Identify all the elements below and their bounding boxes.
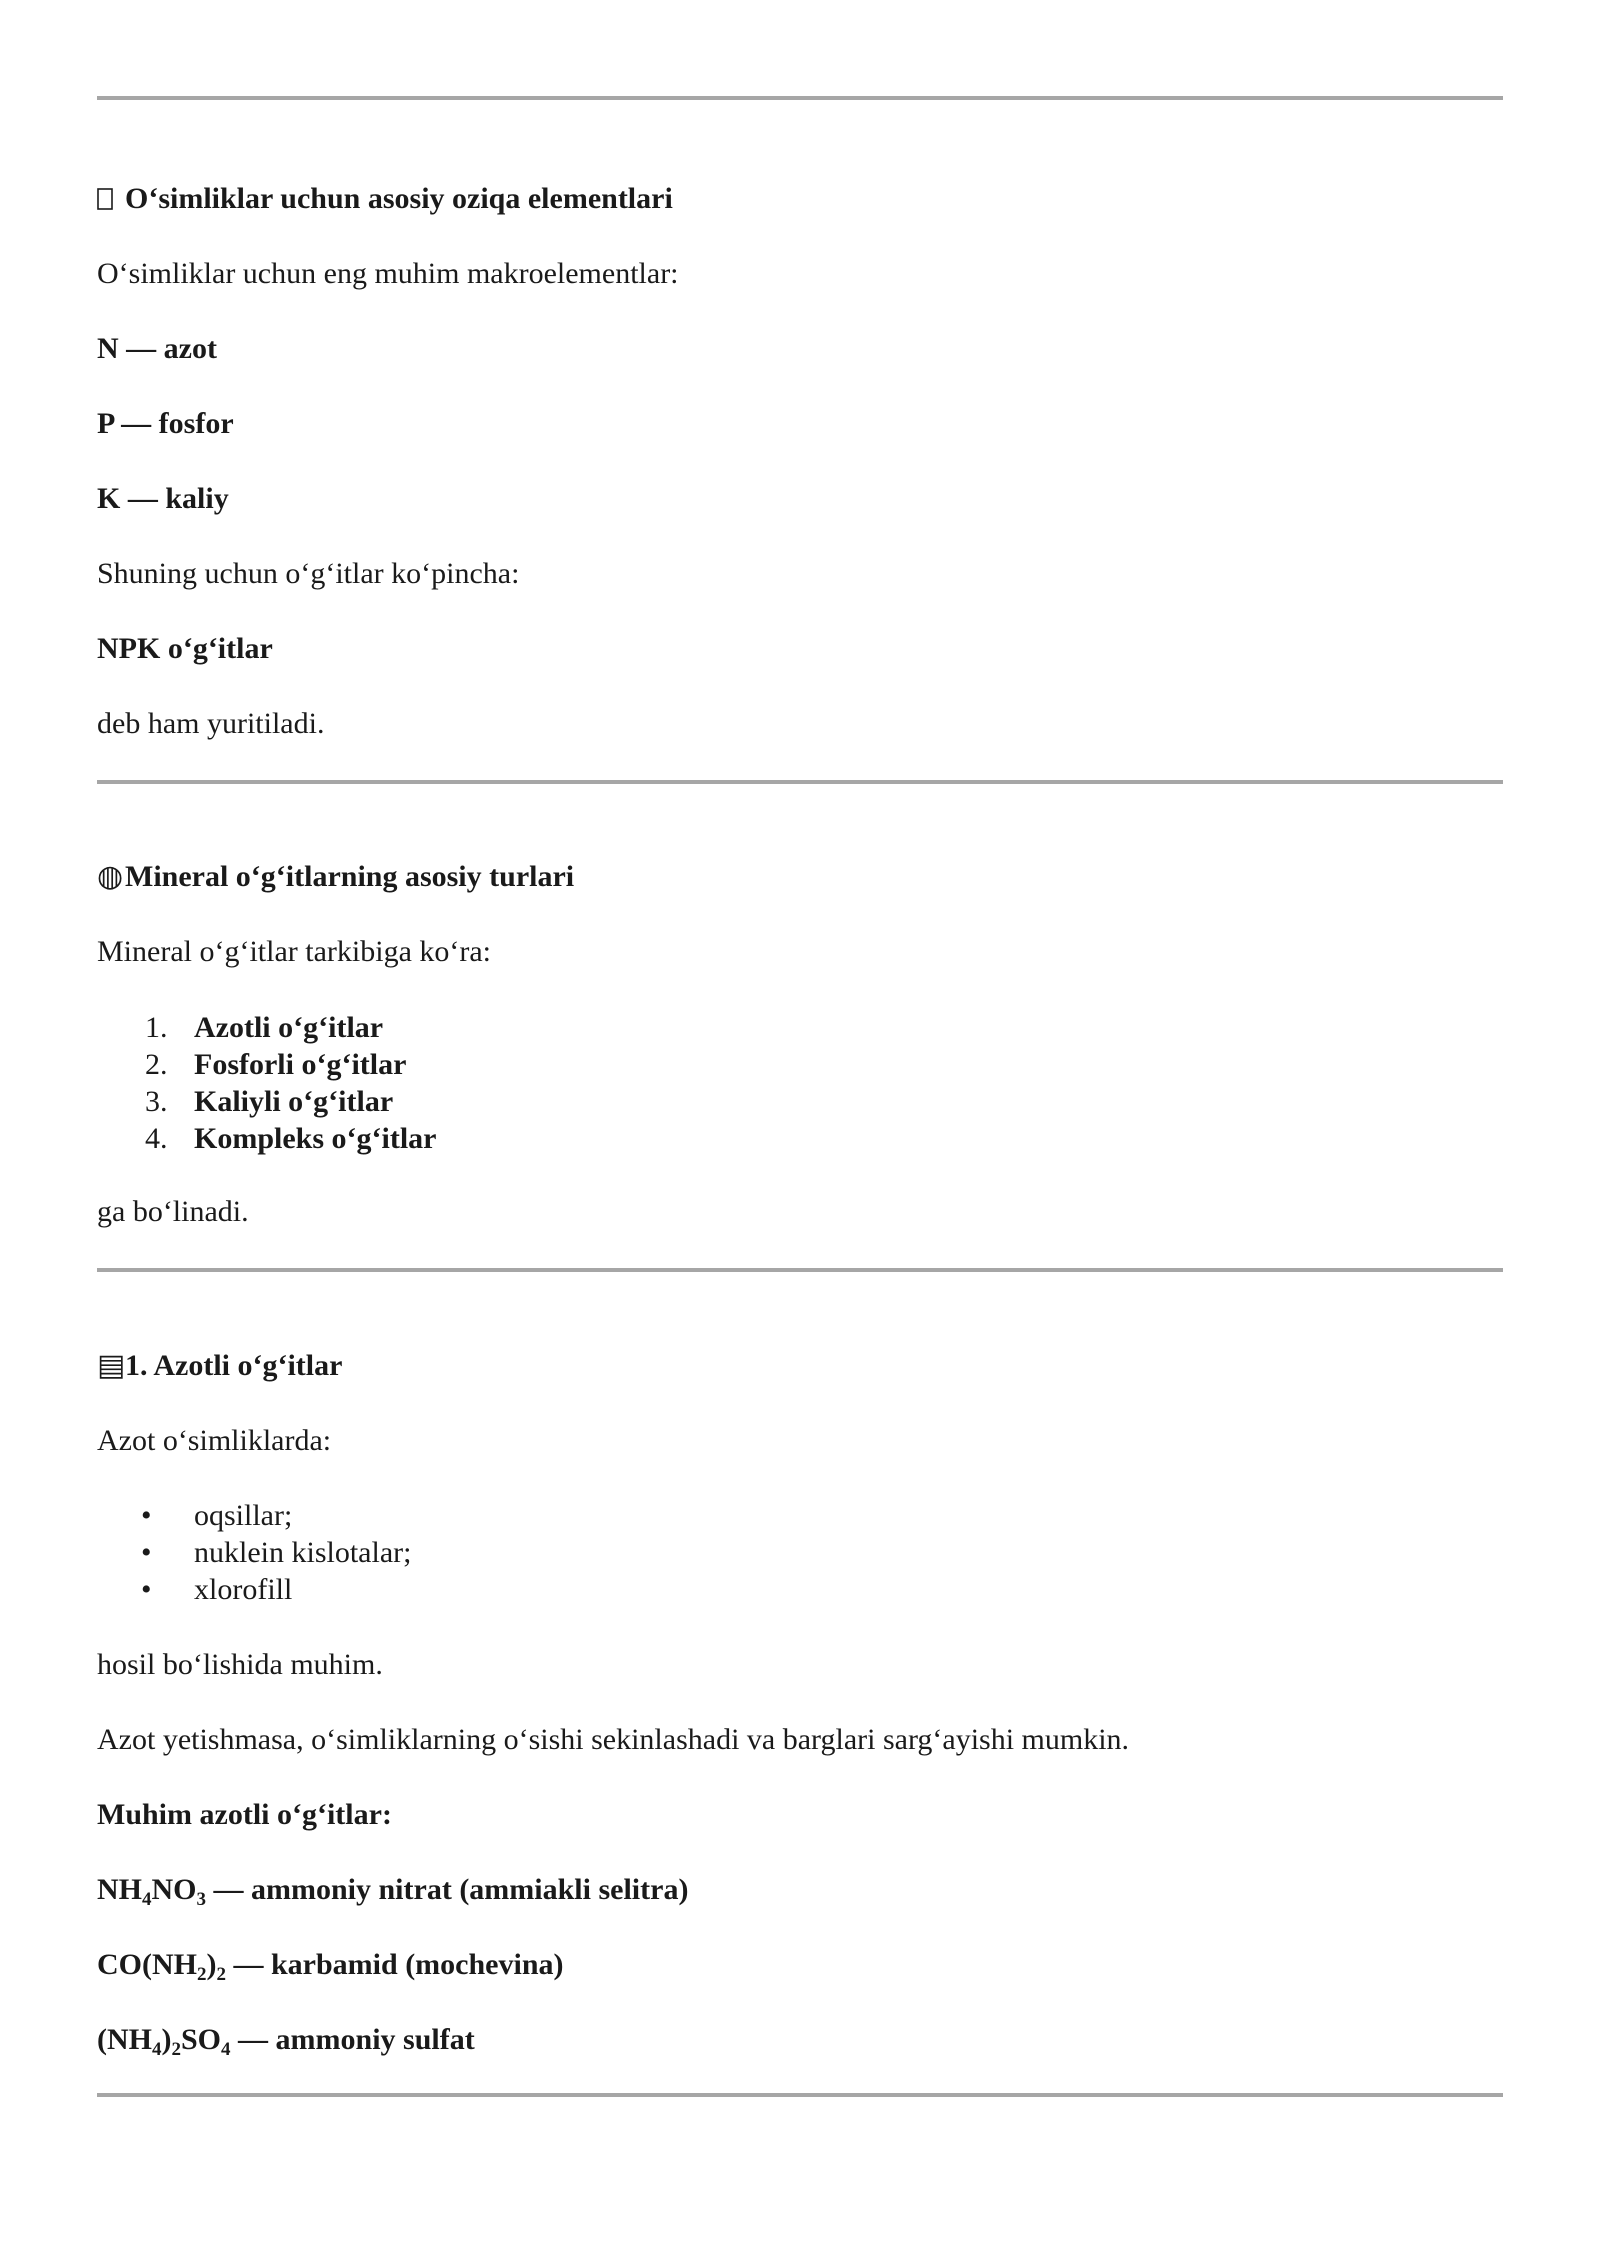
section-heading-nutrients: O‘simliklar uchun asosiy oziqa elementlari [97, 180, 673, 217]
horizontal-rule [97, 96, 1503, 100]
list-item: 4. Kompleks o‘g‘itlar [145, 1122, 437, 1155]
section-heading-nitrogen: ▤1. Azotli o‘g‘itlar [97, 1349, 343, 1382]
fertilizer-types-list [97, 1009, 436, 1157]
nitrogen-roles-list [97, 1497, 411, 1608]
paragraph-outro: ga bo‘linadi. [97, 1195, 249, 1228]
fertilizers-heading: Muhim azotli o‘g‘itlar: [97, 1798, 392, 1831]
paragraph-intro: Mineral o‘g‘itlar tarkibiga ko‘ra: [97, 935, 492, 968]
element-phosphorus: P — fosfor [97, 407, 234, 440]
section-heading-types: ◍Mineral o‘g‘itlarning asosiy turlari [97, 860, 575, 893]
fertilizer-urea: $CO(NH_2)_2$ — karbamid (mochevina) [97, 1948, 564, 1985]
horizontal-rule [97, 1268, 1503, 1272]
list-item: • nuklein kislotalar; [141, 1536, 412, 1569]
paragraph-intro: Azot o‘simliklarda: [97, 1424, 332, 1457]
list-item: • xlorofill [141, 1573, 293, 1606]
paragraph-outro: deb ham yuritiladi. [97, 707, 325, 740]
horizontal-rule [97, 780, 1503, 784]
bullet-icon: • [141, 1573, 152, 1606]
shaded-circle-icon: ◍ [97, 860, 124, 893]
list-item: 1. Azotli o‘g‘itlar [145, 1011, 384, 1044]
element-nitrogen: N — azot [97, 332, 217, 365]
paragraph-after-bullets: hosil bo‘lishida muhim. [97, 1648, 383, 1681]
bullet-icon: • [141, 1536, 152, 1569]
fertilizer-ammonium-sulfate: $(NH_4)_2SO_4$ — ammoniy sulfat [97, 2023, 475, 2060]
list-item: 2. Fosforli o‘g‘itlar [145, 1048, 407, 1081]
box-icon [97, 180, 125, 217]
list-item: • oqsillar; [141, 1499, 293, 1532]
fertilizer-ammonium-nitrate: $NH_4NO_3$ — ammoniy nitrat (ammiakli selitra) [97, 1873, 689, 1910]
element-potassium: K — kaliy [97, 482, 229, 515]
striped-square-icon: ▤ [97, 1349, 126, 1382]
paragraph-note: Shuning uchun o‘g‘itlar ko‘pincha: [97, 557, 520, 590]
npk-label: NPK o‘g‘itlar [97, 632, 273, 665]
paragraph-intro: O‘simliklar uchun eng muhim makroelementlar: [97, 257, 679, 290]
bullet-icon: • [141, 1499, 152, 1532]
paragraph-deficiency: Azot yetishmasa, o‘simliklarning o‘sishi sekinlashadi va barglari sarg‘ayishi mumkin. [97, 1723, 1130, 1756]
horizontal-rule [97, 2093, 1503, 2097]
list-item: 3. Kaliyli o‘g‘itlar [145, 1085, 394, 1118]
